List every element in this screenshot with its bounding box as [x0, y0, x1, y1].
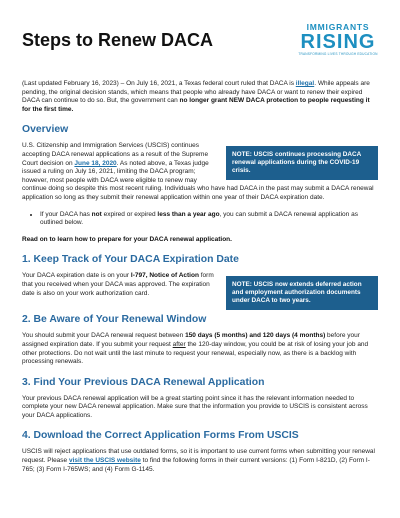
june-18-2020-link[interactable]: June 18, 2020	[74, 159, 117, 167]
logo-tagline: TRANSFORMING LIVES THROUGH EDUCATION	[298, 52, 378, 56]
step4-heading: 4. Download the Correct Application Forms From USCIS	[22, 430, 299, 442]
overview-paragraph: U.S. Citizenship and Immigration Services (USCIS) continues accepting DACA renewal applications as a result of the Supreme Court decision on June 18, 2020. As noted above, a Texas judge issued a ruling on July 16, 2021, limiting the DACA program; however, most people with DACA were eligible to renew may continue doing so despite this most recent ruling. Individuals who have had DACA in the past may submit a DACA renewal application so long as they submit their renewal application within one year of their DACA expiration date.	[22, 142, 374, 201]
page-title: Steps to Renew DACA	[22, 30, 214, 50]
two-year-note: NOTE: USCIS now extends deferred action and employment authorization documents under DACA to two years.	[226, 276, 378, 310]
step1-paragraph: Your DACA expiration date is on your I-797, Notice of Action form that you received when your DACA was approved. The expiration date is also on your work authorization card.	[22, 272, 214, 297]
overview-heading: Overview	[22, 124, 69, 136]
logo-line2: RISING	[300, 31, 376, 53]
immigrants-rising-logo	[294, 22, 382, 68]
step2-heading: 2. Be Aware of Your Renewal Window	[22, 314, 207, 326]
uscis-website-link[interactable]: visit the USCIS website	[68, 457, 141, 465]
document-body	[22, 80, 378, 482]
step2-paragraph: You should submit your DACA renewal request between 150 days (5 months) and 120 days (4 months) before your assigned expiration date. If you submit your request after the 120-day window, you could be at risk of losing your job and other protections. Do not wait until the last minute to request your renewal, especially now, as there is a backlog with processing renewals.	[22, 332, 369, 366]
step1-heading: 1. Keep Track of Your DACA Expiration Date	[22, 254, 239, 266]
list-item: • If your DACA has not expired or expired less than a year ago, you can submit a DACA renewal application as outlined below.	[40, 211, 378, 228]
logo-line1: IMMIGRANTS	[306, 22, 370, 32]
read-more-text: Read on to learn how to prepare for your DACA renewal application.	[22, 235, 232, 243]
covid-note: NOTE: USCIS continues processing DACA renewal applications during the COVID-19 crisis.	[226, 146, 378, 180]
illegal-link[interactable]: illegal	[295, 80, 315, 87]
step4-paragraph: USCIS will reject applications that use outdated forms, so it is important to use current forms when submitting your renewal request. Please visit the USCIS website to find the following forms in their current versions: (1) Form I-821D, (2) Form I-765; (3) Form I-765WS; and (4) Form G-1145.	[22, 448, 375, 473]
step3-paragraph: Your previous DACA renewal application will be a great starting point since it has the relevant information needed to complete your new DACA renewal application. Make sure that the information you provide to USCIS is consistent across your DACA applications.	[22, 394, 368, 419]
step3-heading: 3. Find Your Previous DACA Renewal Application	[22, 376, 265, 388]
eligibility-list	[32, 211, 378, 228]
page-header	[22, 22, 382, 66]
intro-paragraph: (Last updated February 16, 2023) – On July 16, 2021, a Texas federal court ruled that DACA is illegal. While appeals are pending, the original decision stands, which means that people who already have DACA or want to renew their expired DACA can continue to do so. But, the government can no longer grant NEW DACA protection to people requesting it for the first time.	[22, 80, 370, 113]
